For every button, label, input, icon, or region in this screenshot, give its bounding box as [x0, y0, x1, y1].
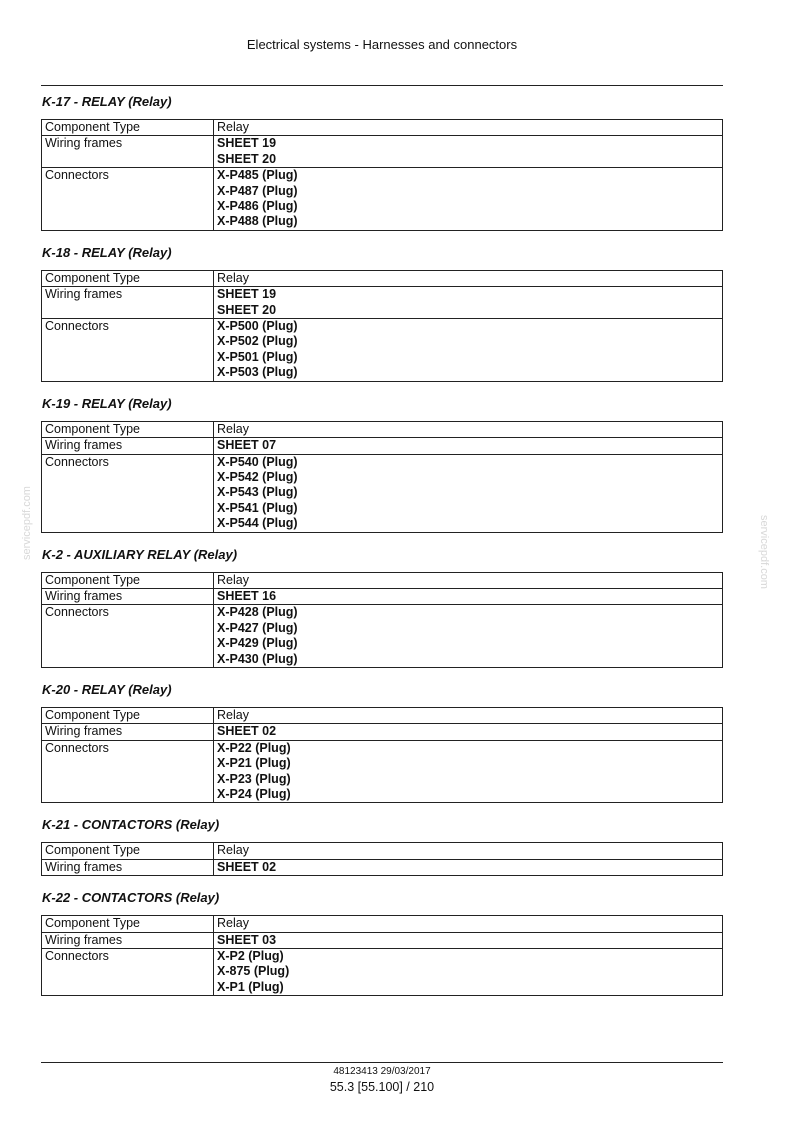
footer-doc-code: 48123413 29/03/2017 [333, 1066, 431, 1077]
connector-item: X-P500 (Plug) [217, 319, 298, 334]
wiring-frames-row [42, 287, 723, 319]
component-table [41, 707, 723, 803]
wiring-frames-row-label: Wiring frames [42, 932, 214, 948]
component-table [41, 270, 723, 382]
wiring-frame-item: SHEET 19 [217, 136, 277, 151]
connector-item: X-P544 (Plug) [217, 516, 298, 531]
component-type-row-value: Relay [214, 707, 723, 723]
wiring-frame-item: SHEET 16 [217, 588, 277, 603]
connectors-row-label: Connectors [42, 605, 214, 668]
connectors-row-label: Connectors [42, 319, 214, 382]
watermark-right: servicepdf.com [758, 515, 770, 589]
connectors-row [42, 319, 723, 382]
connector-item: X-P24 (Plug) [217, 787, 291, 801]
wiring-frames-row-label: Wiring frames [42, 438, 214, 454]
wiring-frames-row [42, 859, 723, 875]
component-type-row-label: Component Type [42, 707, 214, 723]
connector-item: X-P540 (Plug) [217, 454, 298, 469]
connector-item: X-P542 (Plug) [217, 469, 298, 484]
wiring-frames-row-label: Wiring frames [42, 287, 214, 319]
wiring-frame-item: SHEET 19 [217, 287, 277, 302]
wiring-frames-row-value [214, 932, 723, 948]
component-table [41, 915, 723, 996]
component-table [41, 572, 723, 668]
wiring-frame-item: SHEET 02 [217, 859, 277, 874]
component-table [41, 119, 723, 231]
wiring-frames-row-label: Wiring frames [42, 859, 214, 875]
connector-item: X-P1 (Plug) [217, 979, 284, 994]
wiring-frames-row-value [214, 859, 723, 875]
section-title: K-20 - RELAY (Relay) [42, 681, 172, 697]
component-type-row [42, 572, 723, 588]
component-type-row-value: Relay [214, 421, 723, 437]
connector-item: X-P21 (Plug) [217, 756, 291, 771]
connectors-row [42, 949, 723, 996]
wiring-frames-row-label: Wiring frames [42, 724, 214, 740]
connectors-row-value [214, 949, 723, 996]
connector-item: X-875 (Plug) [217, 964, 290, 979]
component-type-row-label: Component Type [42, 421, 214, 437]
connectors-row-value [214, 740, 723, 803]
wiring-frames-row-value [214, 724, 723, 740]
component-type-row [42, 707, 723, 723]
component-type-row [42, 270, 723, 286]
connector-item: X-P430 (Plug) [217, 651, 298, 666]
connectors-row-label: Connectors [42, 168, 214, 231]
wiring-frames-row [42, 932, 723, 948]
wiring-frames-row [42, 724, 723, 740]
header-divider [41, 85, 723, 86]
component-table [41, 421, 723, 533]
wiring-frame-item: SHEET 07 [217, 438, 277, 453]
connectors-row-value [214, 168, 723, 231]
component-type-row-value: Relay [214, 120, 723, 136]
component-type-row-label: Component Type [42, 916, 214, 932]
connectors-row-label: Connectors [42, 949, 214, 996]
connector-item: X-P541 (Plug) [217, 500, 298, 515]
connector-item: X-P22 (Plug) [217, 740, 291, 755]
wiring-frame-item: SHEET 20 [217, 302, 277, 317]
connector-item: X-P488 (Plug) [217, 214, 298, 229]
connectors-row [42, 740, 723, 803]
wiring-frames-row-value [214, 136, 723, 168]
component-type-row-value: Relay [214, 270, 723, 286]
component-type-row [42, 916, 723, 932]
connectors-row [42, 454, 723, 532]
wiring-frames-row [42, 438, 723, 454]
connector-item: X-P2 (Plug) [217, 949, 284, 964]
connector-item: X-P501 (Plug) [217, 349, 298, 364]
connector-item: X-P427 (Plug) [217, 620, 298, 635]
component-type-row-label: Component Type [42, 270, 214, 286]
connectors-row [42, 168, 723, 231]
wiring-frames-row-value [214, 588, 723, 604]
section-title: K-17 - RELAY (Relay) [42, 94, 172, 109]
section-title: K-21 - CONTACTORS (Relay) [42, 817, 220, 833]
component-type-row [42, 843, 723, 859]
section-title: K-19 - RELAY (Relay) [42, 395, 172, 411]
component-type-row-value: Relay [214, 572, 723, 588]
connector-item: X-P428 (Plug) [217, 605, 298, 620]
wiring-frames-row-label: Wiring frames [42, 136, 214, 168]
wiring-frames-row-label: Wiring frames [42, 588, 214, 604]
component-table [41, 842, 723, 876]
connector-item: X-P486 (Plug) [217, 199, 298, 214]
watermark-left: servicepdf.com [21, 486, 33, 560]
wiring-frames-row-value [214, 287, 723, 319]
connector-item: X-P543 (Plug) [217, 485, 298, 500]
connector-item: X-P485 (Plug) [217, 168, 298, 183]
component-list [41, 94, 723, 1010]
section-title: K-22 - CONTACTORS (Relay) [42, 890, 220, 906]
connectors-row [42, 605, 723, 668]
connector-item: X-P23 (Plug) [217, 771, 291, 786]
page-header-title: Electrical systems - Harnesses and connectors [246, 37, 518, 52]
component-type-row-value: Relay [214, 843, 723, 859]
section-title: K-2 - AUXILIARY RELAY (Relay) [42, 546, 238, 562]
connectors-row-value [214, 454, 723, 532]
component-type-row-label: Component Type [42, 572, 214, 588]
connectors-row-value [214, 605, 723, 668]
component-type-row-label: Component Type [42, 120, 214, 136]
wiring-frames-row [42, 136, 723, 168]
component-type-row [42, 120, 723, 136]
component-type-row [42, 421, 723, 437]
connector-item: X-P487 (Plug) [217, 183, 298, 198]
connectors-row-value [214, 319, 723, 382]
wiring-frame-item: SHEET 20 [217, 151, 277, 166]
wiring-frames-row [42, 588, 723, 604]
connector-item: X-P502 (Plug) [217, 334, 298, 349]
section-title: K-18 - RELAY (Relay) [42, 244, 172, 260]
wiring-frame-item: SHEET 03 [217, 932, 277, 947]
connectors-row-label: Connectors [42, 454, 214, 532]
wiring-frames-row-value [214, 438, 723, 454]
component-type-row-value: Relay [214, 916, 723, 932]
connector-item: X-P429 (Plug) [217, 636, 298, 651]
footer-page-number: 55.3 [55.100] / 210 [329, 1080, 435, 1094]
wiring-frame-item: SHEET 02 [217, 724, 277, 739]
component-type-row-label: Component Type [42, 843, 214, 859]
connectors-row-label: Connectors [42, 740, 214, 803]
footer-divider [41, 1062, 723, 1063]
connector-item: X-P503 (Plug) [217, 365, 298, 380]
